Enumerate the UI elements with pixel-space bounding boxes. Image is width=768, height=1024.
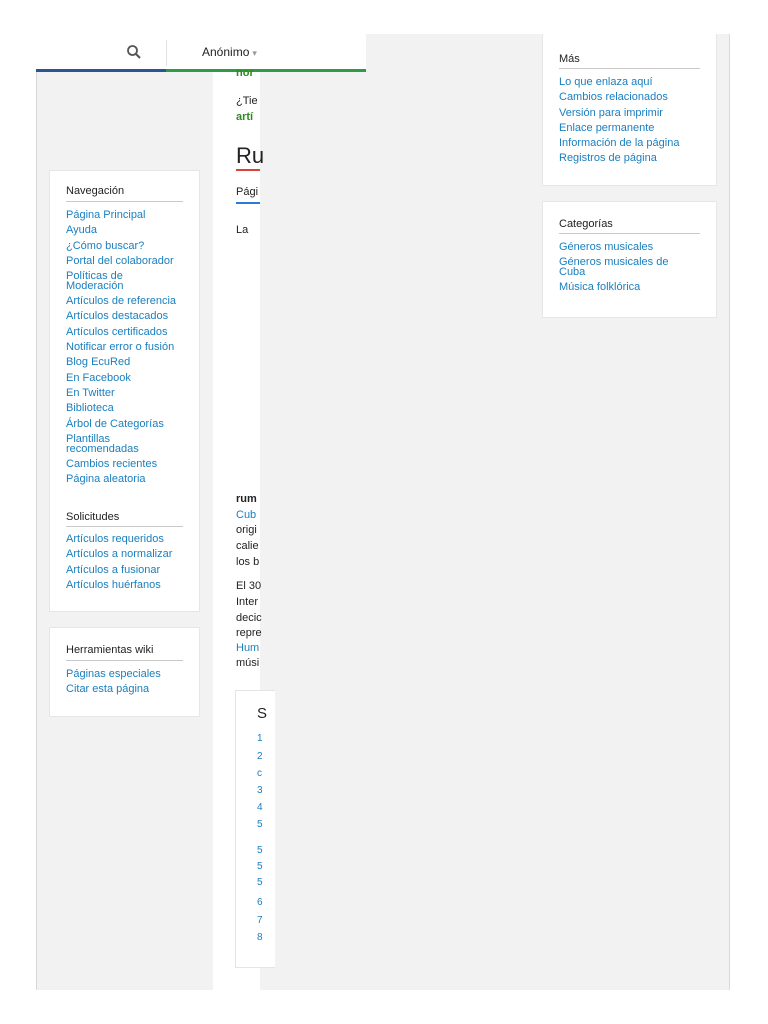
para1-line-5: los b — [236, 556, 260, 568]
nav-item-ayuda[interactable]: Ayuda — [66, 224, 97, 237]
category-item-generos-musicales-cuba[interactable]: Géneros musicales de Cuba — [559, 256, 669, 279]
toc-item[interactable]: 5 — [257, 845, 263, 856]
nav-item-arbol-categorias[interactable]: Árbol de Categorías — [66, 417, 164, 430]
tab-page-indicator — [236, 202, 260, 204]
nav-item-notificar-error[interactable]: Notificar error o fusión — [66, 341, 175, 354]
nav-item-politicas[interactable]: Políticas de Moderación — [66, 270, 124, 293]
search-icon[interactable] — [126, 44, 142, 60]
toc-item[interactable]: 2 — [257, 751, 263, 762]
tab-page[interactable]: Pági — [236, 186, 259, 198]
categories-title: Categorías — [559, 218, 613, 230]
more-item-enlace-permanente[interactable]: Enlace permanente — [559, 121, 655, 134]
navigation-panel — [49, 170, 200, 612]
article-content — [213, 67, 268, 990]
toc-item[interactable]: 7 — [257, 915, 263, 926]
nav-item-articulos-referencia[interactable]: Artículos de referencia — [66, 295, 177, 308]
para1-link-cuba[interactable]: Cub — [236, 509, 257, 521]
notice-link-2[interactable]: artí — [236, 111, 254, 123]
table-of-contents — [235, 690, 275, 968]
more-item-lo-que-enlaza[interactable]: Lo que enlaza aquí — [559, 76, 653, 88]
nav-item-articulos-destacados[interactable]: Artículos destacados — [66, 310, 169, 323]
request-item-normalizar[interactable]: Artículos a normalizar — [66, 548, 173, 561]
navigation-list — [66, 208, 191, 487]
more-panel — [542, 34, 717, 186]
intro-text: La — [236, 224, 249, 236]
category-item-generos-musicales[interactable]: Géneros musicales — [559, 241, 654, 253]
toc-item[interactable]: 5 — [257, 819, 263, 830]
nav-item-portal-colaborador[interactable]: Portal del colaborador — [66, 254, 174, 267]
wiki-tools-list — [66, 667, 191, 698]
header-divider — [166, 40, 167, 66]
para1-line-3: origi — [236, 524, 257, 536]
toc-item[interactable]: 5 — [257, 861, 263, 872]
nav-item-twitter[interactable]: En Twitter — [66, 386, 115, 399]
toc-item[interactable]: c — [257, 768, 262, 779]
user-menu-label: Anónimo — [202, 45, 250, 59]
toc-title: S — [257, 705, 268, 722]
top-header — [36, 34, 366, 72]
toc-item[interactable]: 4 — [257, 802, 263, 813]
para2-line-6: músi — [236, 657, 260, 669]
toc-item[interactable]: 8 — [257, 932, 263, 943]
toc-item[interactable]: 3 — [257, 785, 263, 796]
wiki-tools-title: Herramientas wiki — [66, 644, 154, 656]
page-left-border — [36, 34, 37, 990]
chevron-down-icon: ▾ — [252, 48, 257, 58]
categories-panel — [542, 201, 717, 318]
request-item-requeridos[interactable]: Artículos requeridos — [66, 533, 164, 545]
nav-item-articulos-certificados[interactable]: Artículos certificados — [66, 325, 168, 338]
more-item-cambios-relacionados[interactable]: Cambios relacionados — [559, 91, 668, 104]
header-bar-green — [166, 69, 366, 72]
notice-link-1[interactable]: nor — [236, 67, 254, 79]
nav-item-pagina-aleatoria[interactable]: Página aleatoria — [66, 473, 146, 486]
tool-item-paginas-especiales[interactable]: Páginas especiales — [66, 668, 161, 680]
para2-line-4: repre — [236, 627, 262, 639]
category-item-musica-folklorica[interactable]: Música folklórica — [559, 281, 641, 294]
para2-link[interactable]: Hum — [236, 642, 260, 654]
navigation-title: Navegación — [66, 185, 125, 197]
more-item-version-imprimir[interactable]: Versión para imprimir — [559, 106, 663, 119]
request-item-fusionar[interactable]: Artículos a fusionar — [66, 563, 161, 576]
toc-item[interactable]: 5 — [257, 877, 263, 888]
more-item-registros-pagina[interactable]: Registros de página — [559, 152, 657, 165]
navigation-rule — [66, 201, 183, 202]
wiki-tools-rule — [66, 660, 183, 661]
notice-text: ¿Tie — [236, 95, 258, 107]
para1-line-4: calie — [236, 540, 259, 552]
tool-item-citar-pagina[interactable]: Citar esta página — [66, 683, 150, 696]
toc-item[interactable]: 6 — [257, 897, 263, 908]
nav-item-biblioteca[interactable]: Biblioteca — [66, 402, 114, 415]
more-item-informacion-pagina[interactable]: Información de la página — [559, 137, 680, 150]
categories-list — [559, 240, 689, 296]
requests-list — [66, 532, 191, 593]
requests-rule — [66, 526, 183, 527]
nav-item-pagina-principal[interactable]: Página Principal — [66, 209, 146, 221]
title-underline — [236, 169, 260, 171]
page-right-border — [729, 34, 730, 990]
nav-item-facebook[interactable]: En Facebook — [66, 371, 131, 384]
search-input[interactable] — [36, 38, 164, 68]
page-title: Ru — [236, 143, 265, 168]
user-menu[interactable] — [202, 45, 257, 59]
request-item-huerfanos[interactable]: Artículos huérfanos — [66, 578, 161, 591]
wiki-tools-panel — [49, 627, 200, 717]
more-title: Más — [559, 53, 580, 65]
requests-title: Solicitudes — [66, 511, 120, 523]
more-rule — [559, 68, 700, 69]
nav-item-plantillas[interactable]: Plantillas recomendadas — [66, 432, 139, 455]
para2-line-1: El 30 — [236, 580, 262, 592]
toc-item[interactable]: 1 — [257, 733, 263, 744]
more-list — [559, 75, 709, 167]
para2-line-2: Inter — [236, 596, 259, 608]
nav-item-como-buscar[interactable]: ¿Cómo buscar? — [66, 239, 145, 252]
nav-item-cambios-recientes[interactable]: Cambios recientes — [66, 457, 158, 470]
para1-line-1: rum — [236, 493, 257, 505]
para2-line-3: decic — [236, 612, 262, 624]
nav-item-blog-ecured[interactable]: Blog EcuRed — [66, 356, 131, 369]
categories-rule — [559, 233, 700, 234]
header-bar-blue — [36, 69, 166, 72]
